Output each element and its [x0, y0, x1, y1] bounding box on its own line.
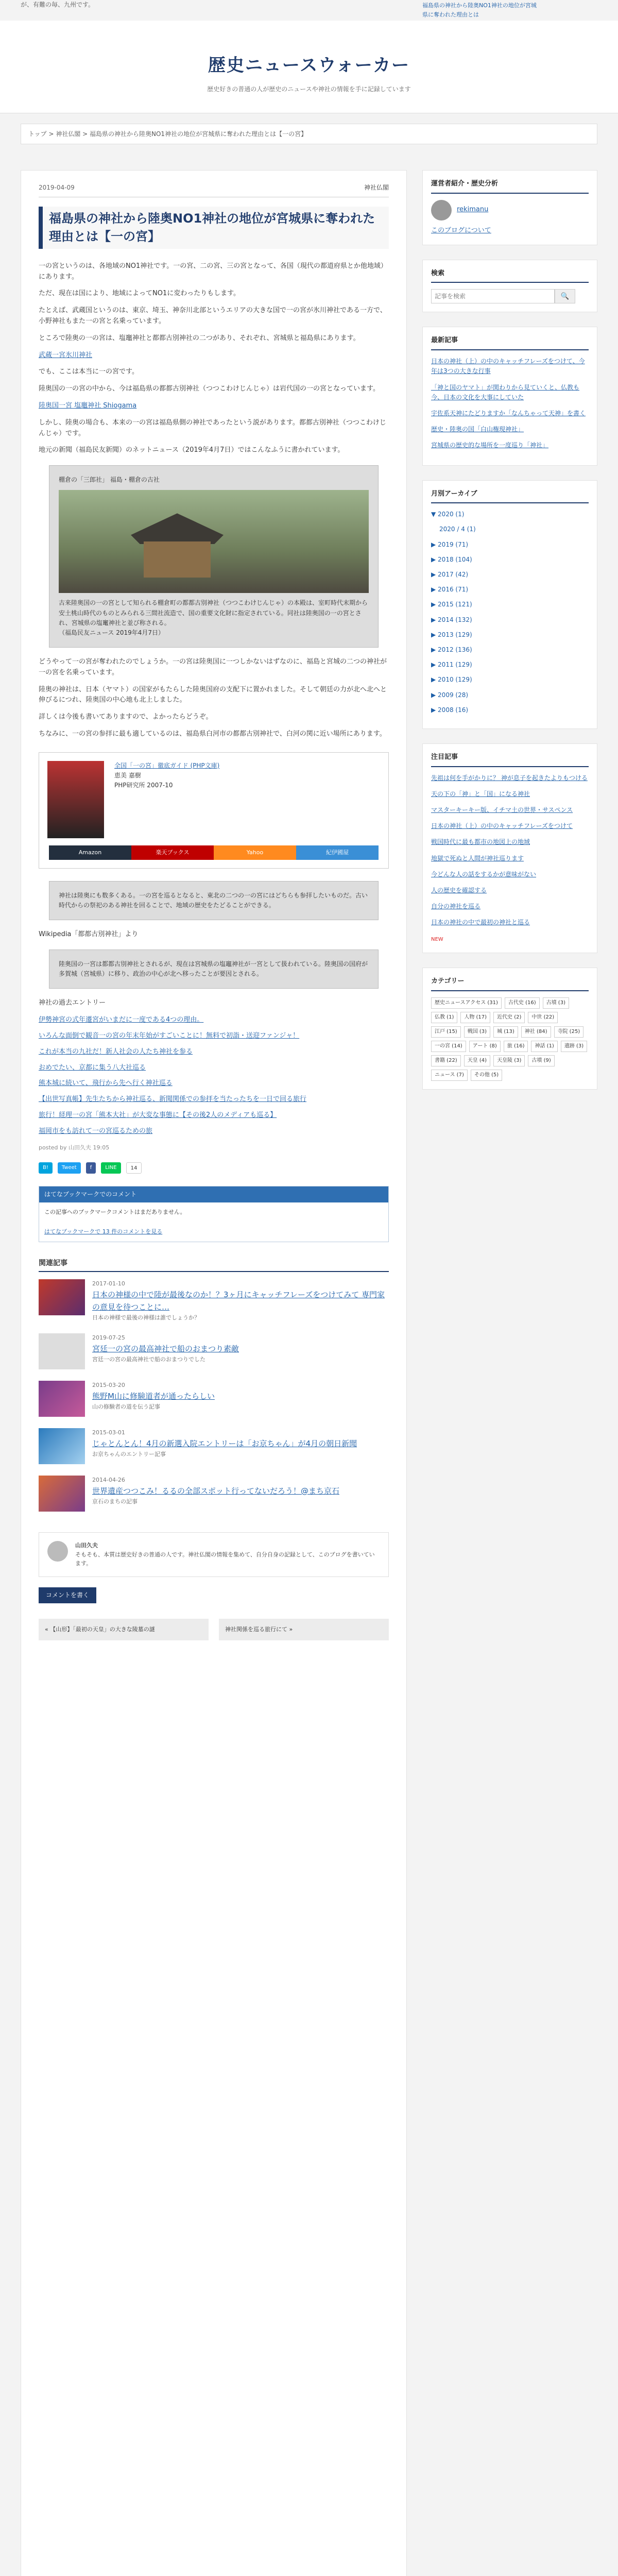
tag-item[interactable]: 人物 (17): [460, 1012, 490, 1023]
popular-link[interactable]: 自分の神社を巡る: [431, 903, 481, 910]
pager-prev[interactable]: « 【山形】「最初の天皇」の大きな陵墓の謎: [39, 1619, 209, 1640]
tag-item[interactable]: ニュース (7): [431, 1070, 468, 1081]
yahoo-button[interactable]: Yahoo: [214, 845, 296, 860]
archive-item[interactable]: 2020 / 4 (1): [439, 526, 476, 533]
prev-right-link[interactable]: 福島県の神社から陸奥NO1神社の地位が宮城県に奪われた理由とは: [422, 2, 537, 18]
recent-link[interactable]: 宮城県の歴史的な場所を一度巡り「神社」: [431, 442, 549, 449]
related-desc: お京ちゃんのエントリー記事: [92, 1450, 166, 1458]
pager: [39, 1619, 389, 1640]
recent-link[interactable]: 歴史・陸奥の国「白山権現神社」: [431, 426, 524, 433]
article: [21, 171, 406, 1653]
hatena-bookmark-box: [39, 1186, 389, 1242]
related-desc: 宮廷一の宮の最高神社で船のおまつりでした: [92, 1355, 205, 1363]
related-date: 2017-01-10: [92, 1280, 125, 1287]
related-desc: 山の修験者の道を伝う記事: [92, 1403, 160, 1410]
link-musashi-hikawa[interactable]: 武蔵一宮氷川神社: [39, 351, 93, 359]
related-date: 2019-07-25: [92, 1334, 125, 1342]
entry-link[interactable]: これが本当の九社だ！新人社会の人たち神社を参る: [39, 1047, 193, 1056]
tag-item[interactable]: その他 (5): [471, 1070, 502, 1081]
paragraph: 地元の新聞（福島民友新聞）のネットニュース（2019年4月7日）ではこんなふうに書かれています。: [39, 446, 345, 454]
book-publisher: PHP研究所 2007-10: [114, 782, 173, 789]
paragraph: 陸奥国の一の宮の中から、今は福島県の都都古別神社（つつこわけじんじゃ）は岩代国の一の宮となっています。: [39, 385, 380, 393]
paragraph: どうやって一の宮が奪われたのでしょうか。一の宮は陸奥国に一つしかないはずなのに、福島と宮城の二つの神社が一の宮を名乗っています。: [39, 658, 387, 676]
hatena-body: この記事へのブックマークコメントはまだありません。: [44, 1209, 186, 1216]
related-desc: 日本の神様で最後の神様は誰でしょうか？: [92, 1314, 200, 1321]
related-date: 2015-03-20: [92, 1382, 125, 1389]
category-link[interactable]: 神社仏閣: [364, 184, 389, 191]
related-title-link[interactable]: 世界遺産つつこみ！るるの全部スポット行ってないだろう！@まち京石: [92, 1486, 340, 1496]
related-item[interactable]: [39, 1476, 389, 1512]
popular-title: 注目記事: [431, 752, 589, 767]
tag-item[interactable]: 神話 (1): [531, 1041, 557, 1052]
archive-item[interactable]: ▶ 2014 (132): [431, 616, 472, 623]
tag-item[interactable]: 江戸 (15): [431, 1026, 461, 1038]
tag-item[interactable]: 天皇陵 (3): [493, 1055, 525, 1066]
book-info: [114, 761, 331, 838]
links-title: 神社の過去エントリー: [39, 999, 106, 1007]
rakuten-button[interactable]: 楽天ブックス: [131, 845, 214, 860]
author-name[interactable]: 山田久夫: [75, 1542, 98, 1549]
paragraph: しかし、陸奥の場合も、本来の一の宮は福島県側の神社であったという説があります。都都古別神社（つつこわけじんじゃ）です。: [39, 418, 386, 437]
profile-card: [422, 170, 597, 245]
tag-item[interactable]: 遺跡 (3): [561, 1041, 587, 1052]
paragraph: ちなみに、一の宮の参拝に最も適しているのは、福島県白河市の都都古別神社で、白河の関に近い場所にあります。: [39, 730, 386, 738]
related-date: 2015-03-01: [92, 1429, 125, 1436]
search-button[interactable]: [555, 289, 575, 303]
related-title-link[interactable]: 熊野M山に修験道者が通ったらしい: [92, 1391, 215, 1401]
book-title[interactable]: 全国「一の宮」徹底ガイド (PHP文庫): [114, 761, 220, 769]
popular-link[interactable]: 人の歴史を確認する: [431, 887, 487, 894]
recent-card: [422, 327, 597, 465]
entry-link[interactable]: 【出世写真帳】先生たちから神社巡る、新聞関係での参拝を当たったちを一日で回る旅行: [39, 1095, 307, 1104]
tag-item[interactable]: 仏教 (1): [431, 1012, 457, 1023]
archive-item[interactable]: ▶ 2010 (129): [431, 676, 472, 684]
news-quote: [49, 465, 379, 648]
archive-item[interactable]: ▶ 2017 (42): [431, 571, 469, 579]
archive-item[interactable]: ▶ 2016 (71): [431, 586, 469, 594]
quote-block-3: 陸奥国の一宮は都都古別神社とされるが、現在は宮城県の塩竈神社が一宮として扱われている。陸奥国の国府が多賀城（宮城県）に移り、政治の中心が北へ移ったことが要因とされる。: [49, 950, 379, 989]
posted-by: posted by 山田久夫 19:05: [39, 1144, 110, 1151]
entry-link[interactable]: 熊本城に続いて、飛行から先へ行く神社巡る: [39, 1079, 173, 1088]
related-item[interactable]: [39, 1279, 389, 1322]
paragraph: 陸奥の神社は、日本（ヤマト）の国家がもたらした陸奥国府の支配下に置かれました。そして朝廷の力が北へ北へと伸びるにつれ、陸奥国の中心地も北上しました。: [39, 685, 387, 704]
comment-button[interactable]: コメントを書く: [39, 1587, 96, 1603]
related-title-link[interactable]: 宮廷一の宮の最高神社で船のおまつり素敵: [92, 1344, 239, 1353]
related-item[interactable]: [39, 1333, 389, 1369]
profile-name[interactable]: rekimanu: [457, 206, 489, 214]
archive-item[interactable]: ▶ 2018 (104): [431, 555, 472, 563]
recent-title: 最新記事: [431, 335, 589, 350]
prev-snippet: が、有難の毎、九州です。: [21, 1, 95, 8]
entry-link[interactable]: 旅行！経理一の宮「熊本大社」が大変な事態に【その後2人のメディアも巡る】: [39, 1111, 277, 1119]
search-card: [422, 260, 597, 313]
popular-link[interactable]: マスターキーキー版、イチマ土の世界・サスペンス: [431, 806, 573, 814]
quote-source: （福島民友ニュース 2019年4月7日）: [59, 629, 165, 636]
quote-text: 古来陸奥国の一の宮として知られる棚倉町の都都古別神社（つつこわけじんじゃ）の本殿は、室町時代末期から安土桃山時代のものとみられる三間社流造で、国の重要文化財に指定されている。同社は陸奥国の一の宮とされ、宮城県の塩竃神社と並び称される。: [59, 599, 368, 626]
recent-link[interactable]: 「神と国のヤマト」が関わりから見ていくと、仏教も今、日本の文化を大事にしていた: [431, 383, 580, 401]
hatena-footer-link[interactable]: はてなブックマークで 13 件のコメントを見る: [44, 1228, 163, 1235]
related-desc: 京石のまちの記事: [92, 1498, 138, 1505]
avatar[interactable]: [431, 200, 452, 221]
entry-link[interactable]: おめでたい、京都に集う八大社巡る: [39, 1063, 146, 1072]
related-thumbnail[interactable]: [39, 1333, 85, 1369]
tags-card: [422, 968, 597, 1090]
amazon-button[interactable]: Amazon: [49, 845, 131, 860]
past-entries: [39, 1015, 389, 1137]
book-cover[interactable]: [47, 761, 104, 838]
paragraph: 詳しくは今後も書いてありますので、よかったらどうぞ。: [39, 713, 213, 721]
twitter-share-button[interactable]: Tweet: [58, 1162, 81, 1174]
popular-link[interactable]: 先祖は何を手がかりに？ 神が息子を起きたよりもつける: [431, 774, 588, 782]
shrine-photo: [59, 490, 369, 593]
new-badge: NEW: [431, 936, 443, 942]
archive-card: [422, 480, 597, 729]
tag-item[interactable]: 神社 (84): [521, 1026, 551, 1038]
tags-title: カテゴリー: [431, 976, 589, 991]
related-title-link[interactable]: 日本の神様の中で陸が最後なのか！？3ヶ月にキャッチフレーズをつけてみて 専門家の意見を待つことに…: [92, 1290, 385, 1312]
hatena-head: はてなブックマークでのコメント: [39, 1187, 388, 1202]
avatar: [47, 1541, 68, 1562]
popular-link[interactable]: 地獄で死ぬと人間が神社巡ります: [431, 854, 524, 862]
tag-item[interactable]: 古代史 (16): [505, 997, 540, 1009]
archive-item[interactable]: ▶ 2009 (28): [431, 691, 469, 699]
line-share-button[interactable]: LINE: [101, 1162, 121, 1174]
tag-item[interactable]: 寺院 (25): [554, 1026, 584, 1038]
related-item[interactable]: [39, 1428, 389, 1464]
hatena-share-button[interactable]: B!: [39, 1162, 53, 1174]
quote-block-2: 神社は陸奥にも数多くある。一の宮を巡るとなると、東北の二つの一の宮にはどちらも参拝したいものだ。古い時代からの祭祀のある神社を回ることで、地域の歴史をたどることができる。: [49, 881, 379, 920]
paragraph: でも、ここは本当に一の宮です。: [39, 368, 139, 376]
author-box: [39, 1532, 389, 1577]
archive-item[interactable]: ▶ 2013 (129): [431, 631, 472, 638]
archive-title: 月別アーカイブ: [431, 489, 589, 504]
popular-link[interactable]: 戦国時代に最も都市の地図上の地域: [431, 838, 530, 846]
paragraph: たとえば、武蔵国というのは、東京、埼玉、神奈川北部というエリアの大きな国で一の宮が氷川神社である一方で、小野神社もまた一の宮と名乗っています。: [39, 307, 387, 325]
share-buttons: [39, 1162, 389, 1174]
author-text: そもそも、本質は歴史好きの普通の人です。神社仏閣の情報を集めて、自分自身の記録として、このブログを書いています。: [75, 1551, 375, 1567]
archive-item[interactable]: ▶ 2011 (129): [431, 661, 472, 669]
related-thumbnail[interactable]: [39, 1428, 85, 1464]
shrine-roof: [131, 513, 224, 544]
link-shiogama[interactable]: 陸奥国一宮 塩竈神社 Shiogama: [39, 401, 137, 410]
bookmark-count: 14: [126, 1162, 142, 1174]
tag-item[interactable]: 書籍 (22): [431, 1055, 461, 1066]
related-item[interactable]: [39, 1381, 389, 1417]
paragraph: ただ、現在は国により、地域によってNO1に変わったりもします。: [39, 290, 241, 298]
search-input[interactable]: [431, 289, 555, 303]
wiki-label: Wikipedia「都都古別神社」より: [39, 930, 139, 939]
tag-item[interactable]: 城 (13): [493, 1026, 518, 1038]
pager-next[interactable]: 神社関係を巡る旅行にて »: [219, 1619, 389, 1640]
site-header: [0, 21, 618, 113]
tag-item[interactable]: 中世 (22): [528, 1012, 558, 1023]
paragraph: 一の宮というのは、各地域のNO1神社です。一の宮、二の宮、三の宮となって、各国（現代の都道府県とか他地域）にあります。: [39, 262, 387, 281]
top-strip: [0, 0, 618, 21]
popular-link[interactable]: 日本の神社の中で最初の神社と巡る: [431, 919, 530, 926]
tag-item[interactable]: 近代史 (2): [493, 1012, 525, 1023]
archive-item[interactable]: ▶ 2019 (71): [431, 540, 469, 548]
kinokuniya-button[interactable]: 紀伊國屋: [296, 845, 379, 860]
article-meta: [39, 183, 389, 197]
article-title[interactable]: 福島県の神社から陸奥NO1神社の地位が宮城県に奪われた理由とは【一の宮】: [39, 207, 389, 249]
archive-item[interactable]: ▶ 2015 (121): [431, 601, 472, 608]
related-title: 関連記事: [39, 1258, 389, 1272]
tag-item[interactable]: 古墳 (9): [528, 1055, 554, 1066]
tag-item[interactable]: 古墳 (3): [543, 997, 569, 1009]
book-buttons: [47, 845, 380, 860]
search-icon: 🔍: [560, 292, 570, 300]
tag-item[interactable]: アート (8): [469, 1041, 501, 1052]
search-title: 検索: [431, 268, 589, 283]
recent-link[interactable]: 宇佐系天神にたどりますか「なんちゃって天神」を書く: [431, 409, 586, 417]
entry-link[interactable]: いろんな面倒で観音一の宮の年末年始がすごいことに！無料で初詣・送迎ファンジャ！: [39, 1032, 300, 1040]
entry-link[interactable]: 福岡市をも訪れて一の宮巡るための旅: [39, 1127, 153, 1135]
related-title-link[interactable]: じゃとんとん！4月の新選入院エントリーは「お京ちゃん」が4月の朝日新聞: [92, 1438, 357, 1448]
archive-item[interactable]: ▶ 2008 (16): [431, 706, 469, 714]
recent-link[interactable]: 日本の神社（上）の中のキャッチフレーズをつけて、今年は3つの大きな行事: [431, 358, 585, 375]
related-thumbnail[interactable]: [39, 1381, 85, 1417]
shrine-body: [144, 541, 211, 578]
popular-link[interactable]: 天の下の「神」と「国」になる神社: [431, 790, 530, 798]
tag-item[interactable]: 旅 (16): [504, 1041, 528, 1052]
book-card: [39, 752, 389, 869]
facebook-share-button[interactable]: f: [86, 1162, 96, 1174]
tag-item[interactable]: 天皇 (4): [464, 1055, 490, 1066]
archive-item[interactable]: ▶ 2012 (136): [431, 646, 472, 653]
profile-link[interactable]: このブログについて: [431, 226, 491, 234]
related-articles: [39, 1258, 389, 1512]
tag-item[interactable]: 戦国 (3): [464, 1026, 490, 1038]
main-content: [21, 170, 407, 2576]
site-description: 歴史好きの普通の人が歴史のニュースや神社の情報を手に記録しています: [207, 86, 411, 93]
related-date: 2014-04-26: [92, 1477, 125, 1484]
breadcrumb[interactable]: トップ > 神社仏閣 > 福島県の神社から陸奥NO1神社の地位が宮城県に奪われた理由とは【一の宮】: [21, 124, 597, 144]
sidebar: [422, 170, 597, 1104]
site-title[interactable]: 歴史ニュースウォーカー: [208, 55, 410, 76]
tag-item[interactable]: 歴史ニュースアクセス (31): [431, 997, 502, 1009]
related-thumbnail[interactable]: [39, 1476, 85, 1512]
book-author: 恵美 嘉樹: [114, 772, 141, 779]
popular-link[interactable]: 日本の神社（上）の中のキャッチフレーズをつけて: [431, 822, 573, 830]
quote-caption: 棚倉の「三郎社」 福島・棚倉の古社: [59, 476, 160, 484]
related-thumbnail[interactable]: [39, 1279, 85, 1315]
popular-card: [422, 743, 597, 953]
tag-item[interactable]: 一の宮 (14): [431, 1041, 466, 1052]
popular-link[interactable]: 今どんな人の話をするかが意味がない: [431, 870, 537, 878]
entry-link[interactable]: 伊勢神宮の式年遷宮がいまだに一度である4つの理由。: [39, 1016, 204, 1024]
article-date: 2019-04-09: [39, 184, 75, 191]
profile-title: 運営者紹介・歴史分析: [431, 179, 589, 194]
archive-item[interactable]: ▼ 2020 (1): [431, 511, 465, 518]
paragraph: ところで陸奥の一の宮は、塩竈神社と都都古別神社の二つがあり、それぞれ、宮城県と福島県にあります。: [39, 334, 360, 342]
